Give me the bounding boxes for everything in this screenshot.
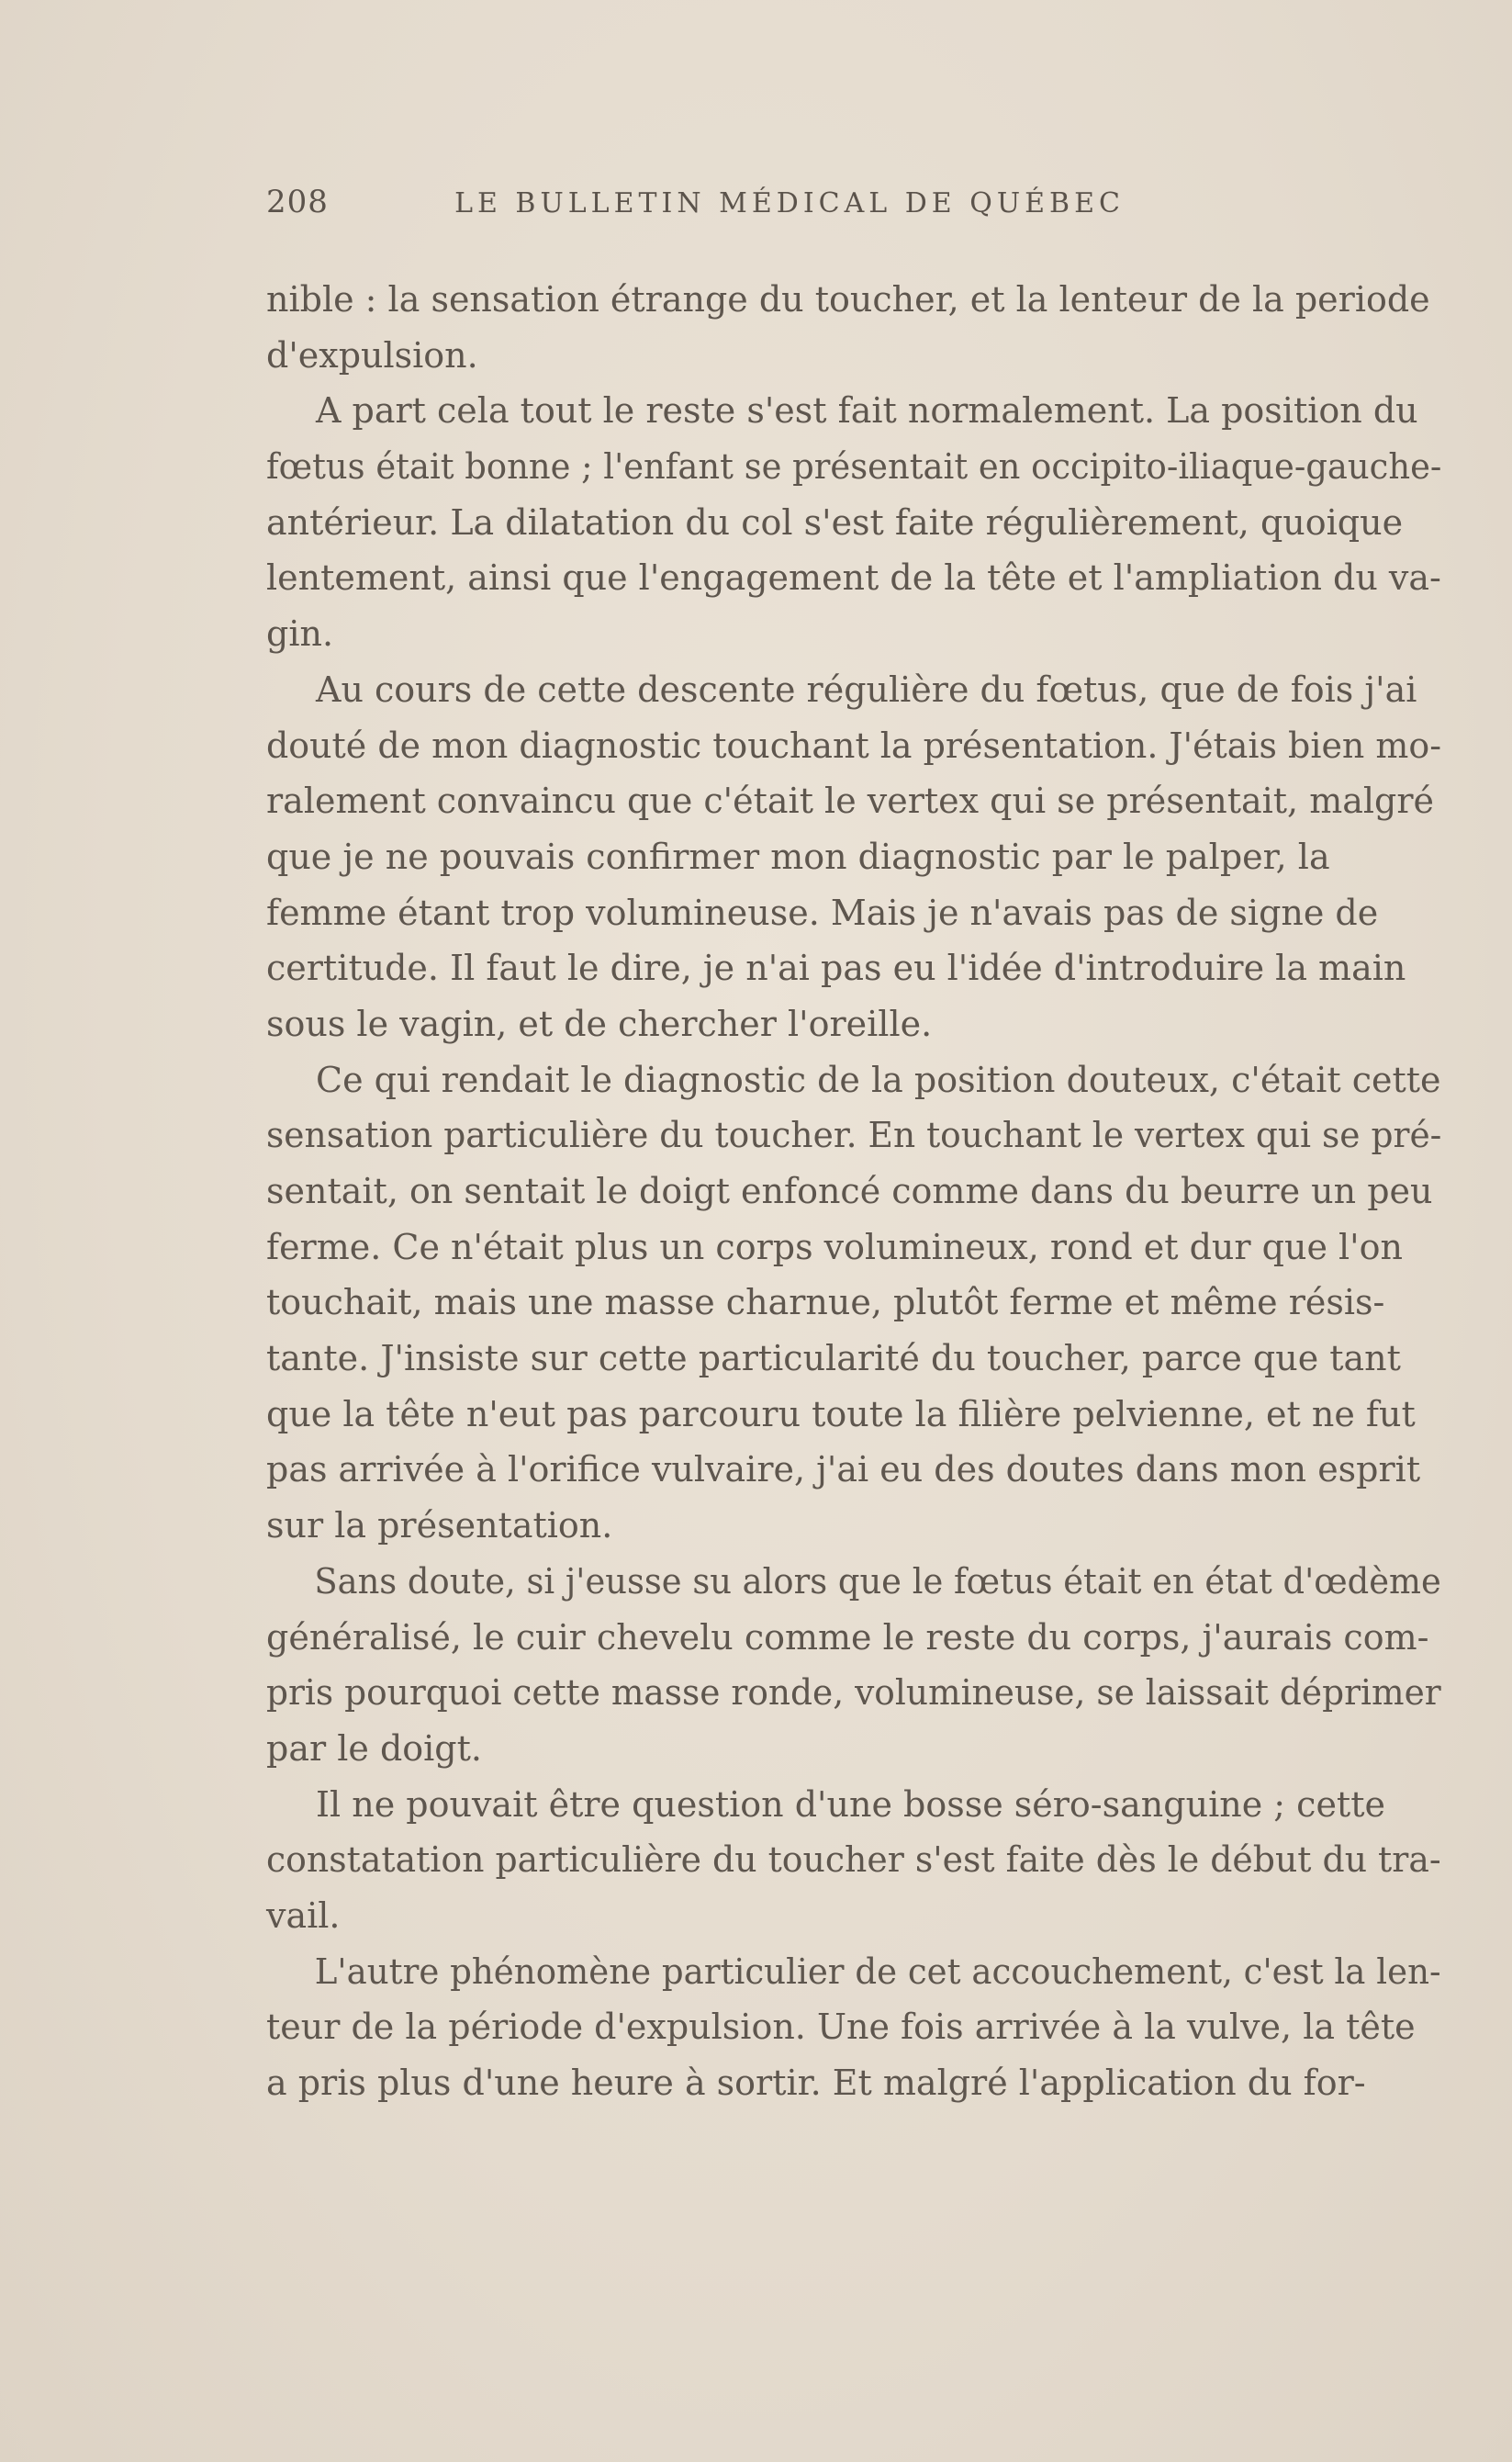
text-line: nible : la sensation étrange du toucher, et la lenteur de la periode [266,279,1430,320]
text-line: par le doigt. [266,1727,482,1769]
text-line: Sans doute, si j'eusse su alors que le fœtus était en état d'œdème [314,1560,1441,1602]
text-line: a pris plus d'une heure à sortir. Et malgré l'application du for- [266,2063,1366,2103]
text-line: généralisé, le cuir chevelu comme le reste du corps, j'aurais com- [266,1616,1429,1658]
text-line: sur la présentation. [266,1505,613,1546]
text-line: touchait, mais une masse charnue, plutôt ferme et même résis- [266,1282,1385,1323]
text-line: Il ne pouvait être question d'une bosse séro-sanguine ; cette [316,1783,1385,1825]
text-line: L'autre phénomène particulier de cet accouchement, c'est la len- [314,1950,1441,1992]
text-line: que la tête n'eut pas parcouru toute la filière pelvienne, et ne fut [266,1393,1416,1434]
text-line: pas arrivée à l'orifice vulvaire, j'ai eu des doutes dans mon esprit [266,1449,1421,1490]
text-line: A part cela tout le reste s'est fait normalement. La position du [316,390,1418,432]
running-title: LE BULLETIN MÉDICAL DE QUÉBEC [454,187,1125,219]
text-line: gin. [266,613,334,655]
text-line: d'expulsion. [266,334,478,376]
text-line: ralement convaincu que c'était le vertex qui se présentait, malgré [266,781,1435,822]
text-line: pris pourquoi cette masse ronde, volumineuse, se laissait déprimer [266,1672,1441,1714]
text-line: que je ne pouvais confirmer mon diagnostic par le palper, la [266,836,1330,877]
text-line: douté de mon diagnostic touchant la présentation. J'étais bien mo- [266,725,1442,766]
text-line: tante. J'insiste sur cette particularité du toucher, parce que tant [266,1338,1401,1379]
text-line: sous le vagin, et de chercher l'oreille. [266,1003,933,1044]
text-line: Ce qui rendait le diagnostic de la position douteux, c'était cette [316,1059,1441,1100]
text-line: certitude. Il faut le dire, je n'ai pas eu l'idée d'introduire la main [266,948,1406,989]
text-line: fœtus était bonne ; l'enfant se présentait en occipito-iliaque-gauche- [266,446,1442,488]
text-line: antérieur. La dilatation du col s'est faite régulièrement, quoique [266,501,1404,543]
text-line: lentement, ainsi que l'engagement de la tête et l'ampliation du va- [266,557,1441,599]
text-line: vail. [266,1894,341,1936]
page-number: 208 [266,184,329,220]
text-line: sentait, on sentait le doigt enfoncé comme dans du beurre un peu [266,1171,1433,1211]
page-header [266,184,1184,224]
text-line: Au cours de cette descente régulière du fœtus, que de fois j'ai [316,669,1417,710]
text-line: femme étant trop volumineuse. Mais je n'avais pas de signe de [266,892,1379,933]
text-line: ferme. Ce n'était plus un corps volumineux, rond et dur que l'on [266,1226,1403,1267]
text-line: constatation particulière du toucher s'est faite dès le début du tra- [266,1839,1441,1881]
text-line: teur de la période d'expulsion. Une fois arrivée à la vulve, la tête [266,2007,1416,2048]
body-text [266,272,1441,2111]
text-line: sensation particulière du toucher. En touchant le vertex qui se pré- [266,1115,1442,1156]
